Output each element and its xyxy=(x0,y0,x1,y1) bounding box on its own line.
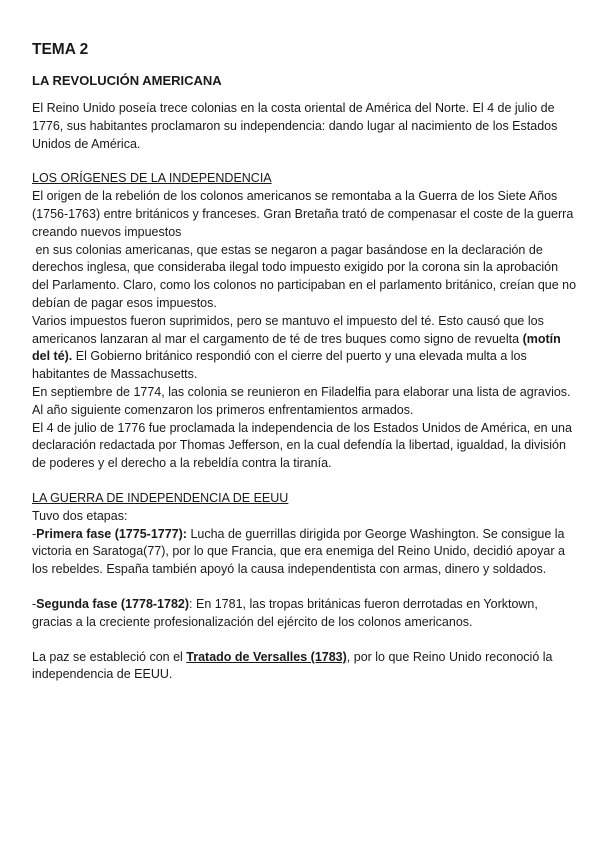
document-content xyxy=(32,40,580,684)
origins-paragraph-4: En septiembre de 1774, las colonia se reunieron en Filadelfia para elaborar una lista de agravios. Al año siguiente comenzaron los primeros enfrentamientos armados. xyxy=(32,384,571,417)
page-title: TEMA 2 xyxy=(32,41,89,58)
peace-text-a: La paz se estableció con el xyxy=(32,649,187,664)
page-subtitle: LA REVOLUCIÓN AMERICANA xyxy=(32,73,222,88)
origins-paragraph-3 xyxy=(32,313,577,384)
phase-2-label: Segunda fase (1778-1782) xyxy=(36,596,190,611)
intro-paragraph: El Reino Unido poseía trece colonias en la costa oriental de América del Norte. El 4 de julio de 1776, sus habitantes proclamaron su independencia: dando lugar al nacimiento de los Estados Unidos de América. xyxy=(32,101,558,151)
peace-paragraph xyxy=(32,649,577,685)
war-lead: Tuvo dos etapas: xyxy=(32,508,128,523)
phase-1-dash: - xyxy=(32,526,37,541)
origins-p3-text-b: El Gobierno británico respondió con el cierre del puerto y una elevada multa a los habitantes de Massachusetts. xyxy=(32,349,527,382)
peace-text-b: , por lo que Reino Unido reconoció la independencia de EEUU. xyxy=(32,649,553,682)
phase-2-paragraph xyxy=(32,596,577,632)
tea-party-label: (motín del té). xyxy=(32,331,561,364)
treaty-label: Tratado de Versalles (1783) xyxy=(186,649,347,664)
phase-1-text: Lucha de guerrillas dirigida por George Washington. Se consigue la victoria en Saratoga(77), por lo que Francia, que era enemiga del Reino Unido, decidió apoyar a los rebeldes. España también apoyó la causa independentista con armas, dinero y soldados. xyxy=(32,526,565,577)
section-heading-war: LA GUERRA DE INDEPENDENCIA DE EEUU xyxy=(32,490,289,505)
section-heading-origins: LOS ORÍGENES DE LA INDEPENDENCIA xyxy=(32,171,272,186)
origins-paragraph-2: en sus colonias americanas, que estas se negaron a pagar basándose en la declaración de derechos inglesa, que consideraba ilegal todo impuesto exigido por la corona sin la aprobación del Parlamento. Claro, como los colonos no participaban en el parlamento británico, creían que no debían de pagar esos impuestos. xyxy=(32,242,580,310)
origins-paragraph-5: El 4 de julio de 1776 fue proclamada la independencia de los Estados Unidos de América, en una declaración redactada por Thomas Jefferson, en la cual defendía la libertad, igualdad, la división de poderes y el derecho a la rebeldía contra la tiranía. xyxy=(32,420,572,471)
phase-2-text: : En 1781, las tropas británicas fueron derrotadas en Yorktown, gracias a la creciente profesionalización del ejército de los colonos americanos. xyxy=(32,596,538,629)
phase-2-dash: - xyxy=(32,596,37,611)
origins-p3-text-a: Varios impuestos fueron suprimidos, pero se mantuvo el impuesto del té. Esto causó que los americanos lanzaran al mar el cargamento de té de tres buques como signo de revuelta xyxy=(32,313,544,346)
phase-1-label: Primera fase (1775-1777): xyxy=(36,526,187,541)
phase-1-paragraph xyxy=(32,526,577,579)
origins-paragraph-1: El origen de la rebelión de los colonos americanos se remontaba a la Guerra de los Siete Años (1756-1763) entre británicos y franceses. Gran Bretaña trató de compenasar el coste de la guerra creando nuevos impuestos xyxy=(32,189,574,239)
